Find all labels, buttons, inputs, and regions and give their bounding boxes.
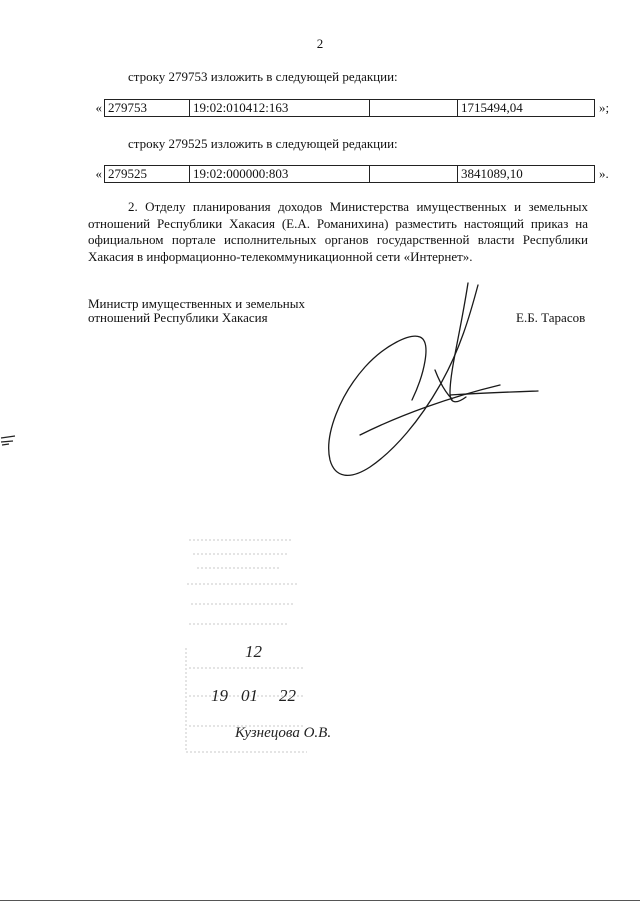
close-quote: »;: [599, 100, 610, 115]
signatory-name: Е.Б. Тарасов: [516, 310, 586, 325]
amendment-table-row-1: [90, 99, 609, 117]
cell-value: 1715494,04: [457, 99, 595, 117]
amendment-intro-1: строку 279753 изложить в следующей редакции:: [128, 69, 398, 84]
signatory-title-line-2: отношений Республики Хакасия: [88, 310, 268, 325]
signatory-title-line-1: Министр имущественных и земельных: [88, 296, 305, 311]
signatory-title: [88, 297, 305, 325]
amendment-table-row-2: [90, 165, 609, 183]
cell-cadastral-number: 19:02:000000:803: [189, 165, 369, 183]
stamp-number: 12: [245, 642, 262, 661]
stamp-date-month: 01: [241, 686, 258, 705]
cell-value: 3841089,10: [457, 165, 595, 183]
cell-row-number: 279753: [104, 99, 189, 117]
cell-row-number: 279525: [104, 165, 189, 183]
registration-stamp: [183, 520, 332, 756]
stamp-date-year: 22: [279, 686, 296, 705]
open-quote: «: [95, 166, 102, 181]
stamp-date-day: 19: [211, 686, 228, 705]
bottom-edge-line: [0, 900, 640, 901]
handwritten-signature: [300, 275, 560, 490]
open-quote: «: [95, 100, 102, 115]
stamp-handwritten-name: Кузнецова О.В.: [235, 725, 332, 741]
close-quote: ».: [599, 166, 609, 181]
paragraph-2-text: 2. Отделу планирования доходов Министерства имущественных и земельных отношений Республики Хакасия (Е.А. Романихина) разместить настоящий приказ на официальном портале исполнительных органов государственной власти Республики Хакасия в информационно-телекоммуникационной сети «Интернет».: [88, 199, 588, 264]
paragraph-2: [88, 199, 588, 265]
margin-mark: [0, 434, 20, 448]
cell-empty: [369, 99, 457, 117]
cell-empty: [369, 165, 457, 183]
page-number: 2: [316, 36, 324, 51]
amendment-intro-2: строку 279525 изложить в следующей редакции:: [128, 136, 398, 151]
cell-cadastral-number: 19:02:010412:163: [189, 99, 369, 117]
stamp-frame: [183, 520, 309, 756]
